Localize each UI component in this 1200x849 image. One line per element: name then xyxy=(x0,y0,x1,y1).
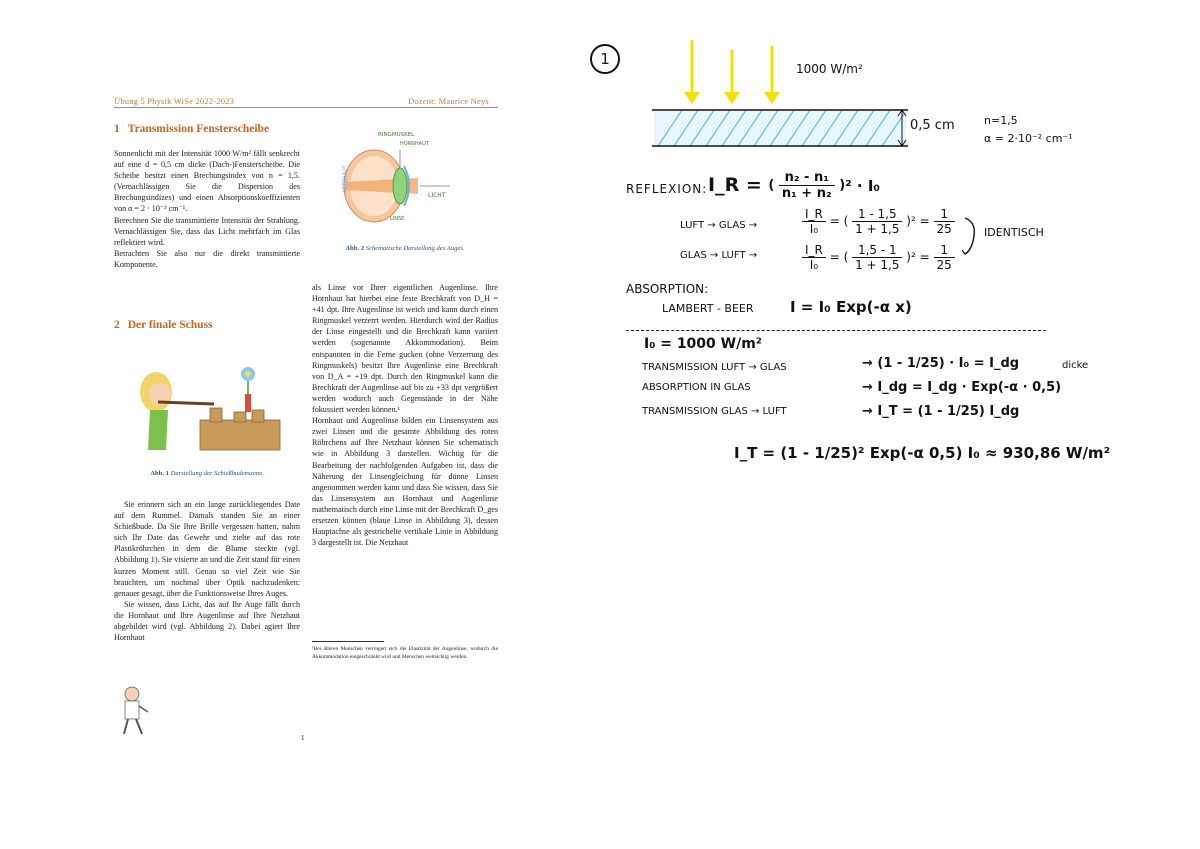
figure-1-caption: Abb. 1 Darstellung der Schießbudenszene. xyxy=(150,470,264,477)
exercise-number-circle: 1 xyxy=(590,44,620,74)
footnote-rule xyxy=(312,641,384,642)
note-dicke: dicke xyxy=(1062,360,1089,371)
shooting-illustration xyxy=(126,362,286,454)
header-right: Dozent: Maurice Neys xyxy=(408,96,489,106)
note-transmission-glas-luft-formula: → I_T = (1 - 1/25) I_dg xyxy=(862,404,1020,419)
identisch-brace xyxy=(962,216,980,256)
mascot-figure xyxy=(118,686,152,738)
note-lambert-formula: I = I₀ Exp(-α x) xyxy=(790,298,912,316)
page-number: 1 xyxy=(301,734,305,742)
incident-light-arrows xyxy=(684,40,780,104)
note-transmission-luft-glas: TRANSMISSION LUFT → GLAS xyxy=(642,362,787,373)
shooting-figure xyxy=(126,362,286,454)
note-absorption-glas-formula: → I_dg = I_dg · Exp(-α · 0,5) xyxy=(862,380,1062,395)
note-lambert-beer: LAMBERT - BEER xyxy=(662,302,754,315)
note-transmission-glas-luft: TRANSMISSION GLAS → LUFT xyxy=(642,406,787,417)
section-1-paragraph: Berechnen Sie die transmittierte Intensität der Strahlung. Vernachlässigen Sie, dass das Licht mehrfach im Glas reflektiert wird. xyxy=(114,215,300,247)
section-1-text xyxy=(114,148,300,270)
note-intensity: 1000 W/m² xyxy=(796,62,863,76)
notes-separator xyxy=(626,330,1046,331)
note-absorption-glas: ABSORPTION IN GLAS xyxy=(642,382,751,393)
section-1-title: 1 Transmission Fensterscheibe xyxy=(114,123,270,135)
section-1-paragraph: Betrachten Sie also nur die direkt transmittierte Komponente. xyxy=(114,248,300,269)
note-transmission-luft-glas-formula: → (1 - 1/25) · I₀ = I_dg xyxy=(862,356,1020,371)
header-left: Übung 5 Physik WiSe 2022-2023 xyxy=(114,96,235,106)
section-1-paragraph: Sonnenlicht mit der Intensität 1000 W/m² fällt senkrecht auf eine d = 0,5 cm dicke (Dach-)Fensterscheibe. Die Scheibe besitzt einen Brechungsindex von n = 1,5. (Vernachlässigen Sie die Dispersion des Brechungsindizes) und einen Absorptionskoeffizienten von α = 2 · 10⁻² cm⁻¹. xyxy=(114,149,300,214)
note-absorption-coefficient: α = 2·10⁻² cm⁻¹ xyxy=(984,132,1073,145)
note-luft-glas-eq: $\frac{I\_R}{\text{I₀}}$ = ( $\frac{1 - 1,5}{1 + 1,5}$ )² = $\frac{1}{25}$ xyxy=(802,207,955,236)
figure-2-caption: Abb. 2 Schematische Darstellung des Auges. xyxy=(345,245,465,252)
label-netzhaut: NETZHAUT xyxy=(342,165,349,193)
label-ringmuskel: RINGMUSKEL xyxy=(378,132,415,138)
right-column-paragraph: Hornhaut und Augenlinse bilden ein Linsensystem aus zwei Linsen und die gesamte Abbildung des roten Röhrchens auf Ihre Netzhaut können Sie schematisch wie in Abbildung 3 darstellen. Wichtig für die Bearbeitung der nachfolgenden Aufgaben ist, dass die Näherung der Linsengleichung für dünne Linsen angenommen werden kann und dass Sie wissen, dass Sie das Linsensystem aus Hornhaut und Augenlinse mathematisch durch eine Linse mit der Brechkraft D_ges ersetzen können (blaue Linse in Abbildung 3), dessen Hauptachse als gestrichelte vertikale Linie in Abbildung 3 dargestellt ist. Die Netzhaut xyxy=(312,416,498,548)
note-reflexion-label: REFLEXION: xyxy=(626,182,708,196)
eye-illustration xyxy=(338,130,458,230)
mascot-illustration xyxy=(118,686,152,738)
right-column-paragraph: als Linse vor Ihrer eigentlichen Augenlinse. Ihre Hornhaut hat hierbei eine feste Brechkraft von D_H = +41 dpt. Ihre Augenlinse ist weich und kann durch einen Ringmuskel verzerrt werden. Hierdurch wird der Radius der Linse eingestellt und die Brechkraft kann variiert werden (sogenannte Akkommodation). Beim entspannten in die Ferne gucken (ohne Verzerrung des Ringmuskels) besitzt Ihre Augenlinse eine Brechkraft von D_A = +19 dpt. Durch den Ringmuskel kann die Brechkraft der Augenlinse auf bis zu +33 dpt vergrößert werden wodurch auch Gegenstände in der Nähe fokussiert werden können.¹ xyxy=(312,283,498,415)
left-column-paragraph: Sie wissen, dass Licht, das auf Ihr Auge fällt durch die Hornhaut und Ihre Augenlinse auf Ihre Netzhaut abgebildet wird (vgl. Abbildung 2). Dabei agiert Ihre Hornhaut xyxy=(114,599,300,643)
section-2-title: 2 Der finale Schuss xyxy=(114,319,213,331)
note-identisch: IDENTISCH xyxy=(984,226,1044,239)
note-reflexion-formula: I_R = ( $\frac{\text{n₂ - n₁}}{\text{n₁ + n₂}}$ )² · I₀ xyxy=(708,170,881,201)
note-refractive-index: n=1,5 xyxy=(984,114,1018,127)
left-column-paragraph: Sie erinnern sich an ein lange zurückliegendes Date auf dem Rummel. Damals standen Sie an einer Schießbude. Da Sie Ihre Brille vergessen hatten, nahm sich Ihr Date das Gewehr und zielte auf das rote Plastikröhrchen in dem die Blume steckte (vgl. Abbildung 1). Sie visierte an und die Zeit stand für einen kurzen Moment still. Genau so viel Zeit wie Sie brauchten, um nochmal über Optik nachzudenken: genauer gesagt, über die Funktionsweise Ihres Auges. xyxy=(114,500,300,598)
left-column-text xyxy=(114,499,300,643)
right-column-text xyxy=(312,282,498,548)
eye-figure xyxy=(338,130,458,230)
note-absorption-label: ABSORPTION: xyxy=(626,282,709,296)
note-i0: I₀ = 1000 W/m² xyxy=(644,336,762,352)
note-thickness: 0,5 cm xyxy=(910,118,955,133)
label-licht: LICHT xyxy=(428,192,446,199)
glass-pane-sketch xyxy=(640,36,970,156)
label-hornhaut: HORNHAUT xyxy=(400,141,429,147)
note-glas-luft: GLAS → LUFT → xyxy=(680,250,758,261)
note-final-result: I_T = (1 - 1/25)² Exp(-α 0,5) I₀ ≈ 930,86 W/m² xyxy=(734,444,1111,462)
label-linse: LINSE xyxy=(390,216,405,222)
note-glas-luft-eq: $\frac{I\_R}{\text{I₀}}$ = ( $\frac{1,5 - 1}{1 + 1,5}$ )² = $\frac{1}{25}$ xyxy=(802,243,955,272)
footnote: ¹Bei älteren Menschen verringert sich die Elastizität der Augenlinse, wodurch die Akkommodation eingeschränkt wird und Menschen weitsichtig werden. xyxy=(312,646,498,660)
header-rule xyxy=(114,107,498,108)
note-luft-glas: LUFT → GLAS → xyxy=(680,220,758,231)
